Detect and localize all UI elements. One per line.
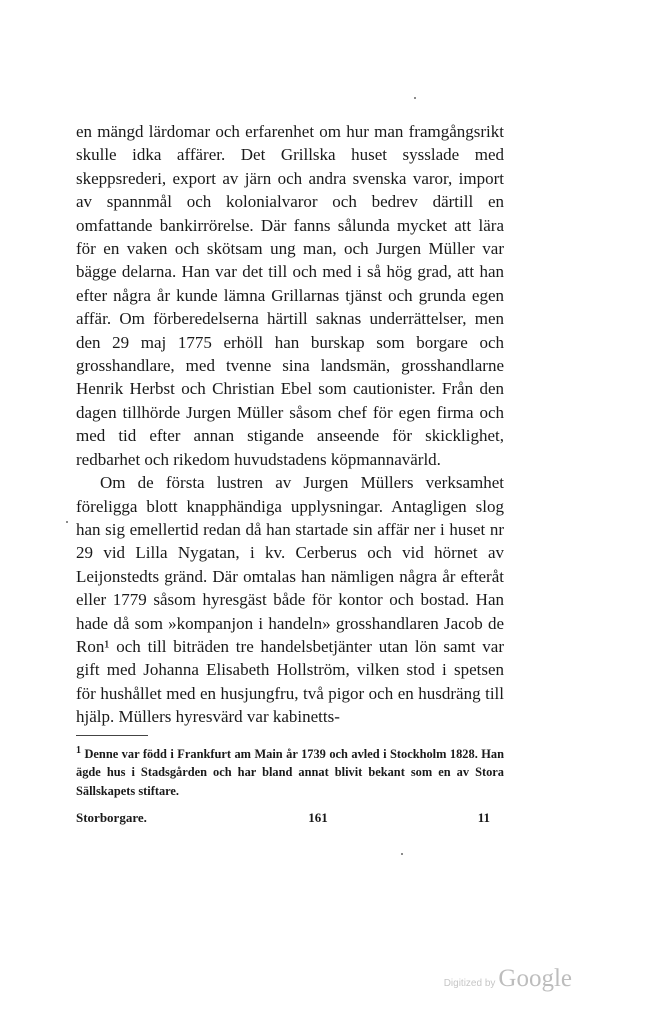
signature-mark: Storborgare. [76,810,147,826]
ink-speck [414,97,416,99]
digitized-watermark [444,965,572,993]
paragraph-2: Om de första lustren av Jurgen Müllers verksamhet föreligga blott knapphändiga upplysningar. Antagligen slog han sig emellertid redan då han startade sin affär ner i huset nr 29 vid Lilla Nygatan, i kv. Cerberus och vid hörnet av Leijonstedts gränd. Där omtalas han nämligen några år efteråt eller 1779 såsom hyresgäst både för kontor och bostad. Han hade då som »kompanjon i handeln» grosshandlaren Jacob de Ron¹ och till biträden tre handelsbetjänter utan lön samt var gift med Johanna Elisabeth Hollström, vilken stod i spetsen för hushållet med en husjungfru, två pigor och en husdräng till hjälp. Müllers hyresvärd var kabinetts- [76,473,504,727]
footnote-marker: 1 [76,744,81,756]
page-footer [76,810,504,826]
paragraph-1: en mängd lärdomar och erfarenhet om hur man framgångsrikt skulle idka affärer. Det Grillska huset sysslade med skeppsrederi, export av järn och andra svenska varor, import av spannmål och kolonialvaror och bedrev därtill en omfattande bankirrörelse. Där fanns sålunda mycket att lära för en vaken och skötsam ung man, och Jurgen Müller var bägge delarna. Han var det till och med i så hög grad, att han efter några år kunde lämna Grillarnas tjänst och grunda egen affär. Om förberedelserna härtill saknas underrättelser, men den 29 maj 1775 erhöll han burskap som borgare och grosshandlare, med tvenne sina landsmän, grosshandlarne Henrik Herbst och Christian Ebel som cautionister. Från den dagen tillhörde Jurgen Müller såsom chef för egen firma och med tid efter annan stigande anseende för skicklighet, redbarhet och rikedom huvudstadens köpmannavärld. [76,122,504,469]
footnote-text: Denne var född i Frankfurt am Main år 1739 och avled i Stockholm 1828. Han ägde hus i Stadsgården och har bland annat blivit bekant som en av Stora Sällskapets stiftare. [76,746,504,798]
footnote-divider [76,735,148,736]
footnote [76,742,504,801]
book-page [76,120,504,826]
page-number: 161 [308,810,328,826]
ink-speck [66,521,68,523]
google-logo: Google [498,965,572,992]
folio-number: 11 [477,810,490,826]
watermark-prefix: Digitized by [443,978,496,989]
ink-speck [401,853,403,855]
